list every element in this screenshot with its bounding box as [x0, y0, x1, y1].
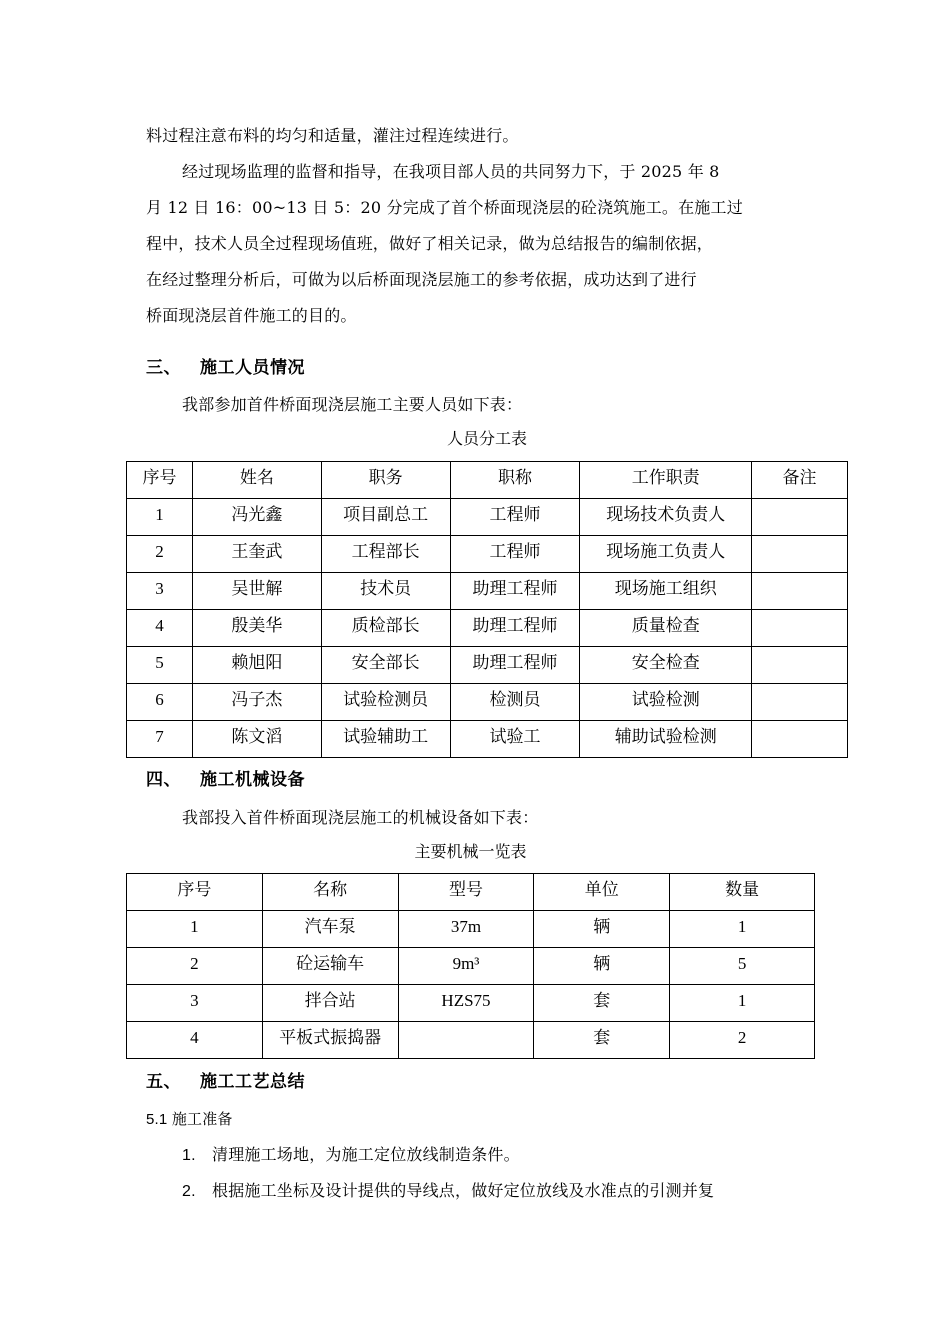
table-cell: 辆	[534, 911, 670, 948]
table-row	[127, 647, 848, 684]
subsection-title: 5.1 施工准备	[146, 1111, 233, 1128]
table-cell	[752, 573, 848, 610]
header-cell: 名称	[262, 874, 398, 911]
table-row	[127, 1022, 815, 1059]
table-cell: 现场技术负责人	[580, 499, 752, 536]
header-cell: 职称	[450, 462, 580, 499]
machinery-table	[126, 873, 815, 1059]
header-cell: 数量	[670, 874, 815, 911]
table-cell: 1	[670, 985, 815, 1022]
table-cell: 辆	[534, 948, 670, 985]
paragraph-line: 在经过整理分析后，可做为以后桥面现浇层施工的参考依据，成功达到了进行	[146, 270, 697, 289]
table-cell: 助理工程师	[450, 610, 580, 647]
table-cell: 37m	[398, 911, 534, 948]
table-cell	[752, 647, 848, 684]
table-caption: 主要机械一览表	[414, 842, 527, 861]
table-cell: 试验检测	[580, 684, 752, 721]
paragraph-line: 经过现场监理的监督和指导，在我项目部人员的共同努力下，于 2025 年 8	[182, 162, 720, 181]
paragraph-line: 月 12 日 16：00~13 日 5：20 分完成了首个桥面现浇层的砼浇筑施工。在施工过	[146, 198, 743, 217]
table-cell: 质检部长	[321, 610, 450, 647]
list-item	[182, 1179, 714, 1204]
table-cell: 安全检查	[580, 647, 752, 684]
table-cell: 工程部长	[321, 536, 450, 573]
table-header-row	[127, 874, 815, 911]
table-cell	[752, 610, 848, 647]
table-cell: 7	[127, 721, 193, 758]
table-row	[127, 684, 848, 721]
table-caption: 人员分工表	[446, 429, 527, 448]
table-cell: 辅助试验检测	[580, 721, 752, 758]
table-row	[127, 536, 848, 573]
table-row	[127, 721, 848, 758]
header-cell: 型号	[398, 874, 534, 911]
intro-line: 料过程注意布料的均匀和适量，灌注过程连续进行。	[146, 126, 519, 145]
personnel-table	[126, 461, 848, 758]
table-row	[127, 911, 815, 948]
header-cell: 工作职责	[580, 462, 752, 499]
header-cell: 备注	[752, 462, 848, 499]
table-cell: 1	[127, 499, 193, 536]
table-cell: 项目副总工	[321, 499, 450, 536]
header-cell: 职务	[321, 462, 450, 499]
table-cell: 5	[127, 647, 193, 684]
list-number: 1.	[182, 1147, 196, 1164]
section-title: 施工工艺总结	[200, 1072, 305, 1092]
table-cell: 质量检查	[580, 610, 752, 647]
section-description: 我部参加首件桥面现浇层施工主要人员如下表：	[182, 395, 523, 414]
section-heading	[146, 768, 305, 792]
header-cell: 序号	[127, 462, 193, 499]
table-cell: 2	[127, 948, 263, 985]
paragraph-line: 桥面现浇层首件施工的目的。	[146, 306, 357, 325]
table-cell: 工程师	[450, 499, 580, 536]
section-number: 五、	[146, 1072, 181, 1092]
table-cell: 4	[127, 610, 193, 647]
section-description: 我部投入首件桥面现浇层施工的机械设备如下表：	[182, 808, 539, 827]
table-cell: 3	[127, 985, 263, 1022]
list-text: 根据施工坐标及设计提供的导线点，做好定位放线及水准点的引测并复	[212, 1181, 715, 1200]
table-cell: 拌合站	[262, 985, 398, 1022]
table-row	[127, 610, 848, 647]
header-cell: 序号	[127, 874, 263, 911]
table-cell: 5	[670, 948, 815, 985]
table-cell: 9m³	[398, 948, 534, 985]
table-cell: 2	[127, 536, 193, 573]
list-text: 清理施工场地，为施工定位放线制造条件。	[212, 1145, 520, 1164]
table-cell	[752, 684, 848, 721]
table-cell: 汽车泵	[262, 911, 398, 948]
list-number: 2.	[182, 1183, 196, 1200]
table-cell	[398, 1022, 534, 1059]
table-cell: 现场施工负责人	[580, 536, 752, 573]
table-cell: 工程师	[450, 536, 580, 573]
table-cell: 套	[534, 1022, 670, 1059]
table-cell: 现场施工组织	[580, 573, 752, 610]
header-cell: 单位	[534, 874, 670, 911]
table-cell: HZS75	[398, 985, 534, 1022]
header-cell: 姓名	[192, 462, 321, 499]
table-row	[127, 948, 815, 985]
table-cell: 王奎武	[192, 536, 321, 573]
table-cell: 吴世解	[192, 573, 321, 610]
table-cell: 1	[127, 911, 263, 948]
table-row	[127, 985, 815, 1022]
table-row	[127, 499, 848, 536]
table-cell: 试验工	[450, 721, 580, 758]
table-cell: 冯子杰	[192, 684, 321, 721]
table-cell: 助理工程师	[450, 647, 580, 684]
section-number: 四、	[146, 770, 181, 790]
table-cell	[752, 499, 848, 536]
section-heading	[146, 356, 305, 380]
table-cell: 检测员	[450, 684, 580, 721]
table-row	[127, 573, 848, 610]
table-cell: 冯光鑫	[192, 499, 321, 536]
table-cell: 试验检测员	[321, 684, 450, 721]
section-title: 施工人员情况	[200, 358, 305, 378]
table-cell: 助理工程师	[450, 573, 580, 610]
table-cell: 2	[670, 1022, 815, 1059]
table-cell	[752, 721, 848, 758]
table-cell	[752, 536, 848, 573]
paragraph-line: 程中，技术人员全过程现场值班，做好了相关记录，做为总结报告的编制依据，	[146, 234, 714, 253]
table-cell: 安全部长	[321, 647, 450, 684]
table-cell: 3	[127, 573, 193, 610]
table-cell: 陈文滔	[192, 721, 321, 758]
list-item	[182, 1143, 520, 1168]
table-cell: 试验辅助工	[321, 721, 450, 758]
table-header-row	[127, 462, 848, 499]
table-cell: 殷美华	[192, 610, 321, 647]
table-cell: 1	[670, 911, 815, 948]
section-title: 施工机械设备	[200, 770, 305, 790]
table-cell: 砼运输车	[262, 948, 398, 985]
table-cell: 技术员	[321, 573, 450, 610]
table-cell: 平板式振捣器	[262, 1022, 398, 1059]
section-heading	[146, 1070, 305, 1094]
table-cell: 套	[534, 985, 670, 1022]
table-cell: 6	[127, 684, 193, 721]
section-number: 三、	[146, 358, 181, 378]
table-cell: 4	[127, 1022, 263, 1059]
table-cell: 赖旭阳	[192, 647, 321, 684]
